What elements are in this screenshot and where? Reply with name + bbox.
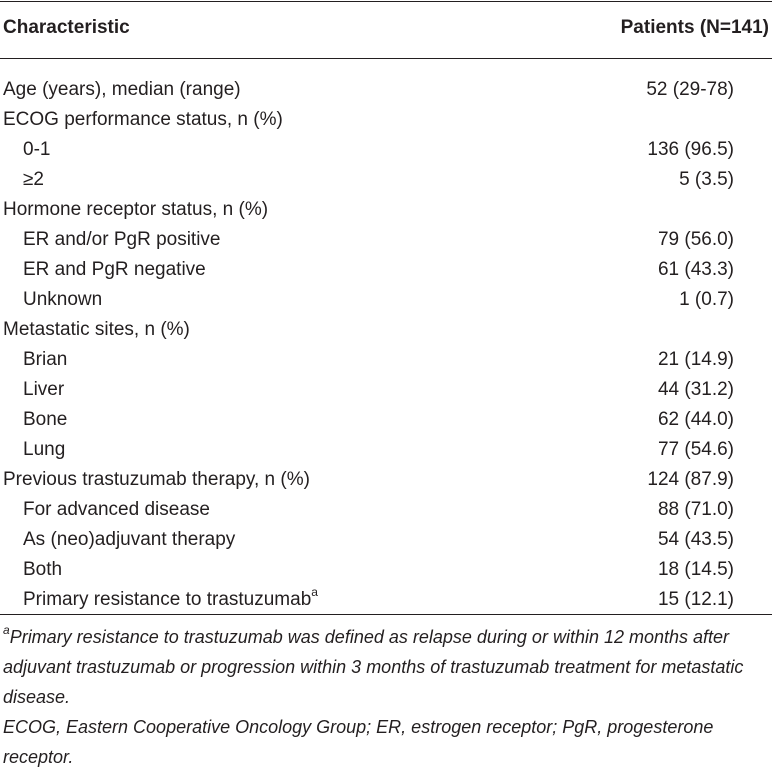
row-label-text: ECOG performance status, n (%): [3, 109, 283, 130]
row-label-text: Liver: [23, 379, 65, 400]
row-label-text: ER and PgR negative: [23, 259, 206, 280]
row-label-text: For advanced disease: [23, 499, 210, 520]
footnote-ref: a: [311, 584, 318, 599]
row-value: 21 (14.9): [657, 349, 734, 370]
row-label-text: Brian: [23, 349, 68, 370]
footnote-marker: a: [3, 623, 10, 637]
table-row: [0, 435, 772, 465]
row-value: 18 (14.5): [657, 559, 734, 580]
table-row: [0, 375, 772, 405]
row-value: 77 (54.6): [657, 439, 734, 460]
header-characteristic: Characteristic: [3, 17, 130, 38]
row-label: [23, 555, 62, 585]
table-row: [0, 135, 772, 165]
footnote-a: [3, 622, 771, 712]
header-rule: [0, 58, 772, 59]
row-label: [23, 285, 102, 315]
row-label: [3, 465, 310, 495]
table-row: [0, 495, 772, 525]
row-label: [23, 405, 67, 435]
top-rule: [0, 1, 772, 2]
row-label: [3, 105, 283, 135]
row-value: 88 (71.0): [657, 499, 734, 520]
row-label: [3, 75, 241, 105]
table-row: [0, 165, 772, 195]
table-row: [0, 315, 772, 345]
row-value: 15 (12.1): [657, 589, 734, 610]
row-label-text: Age (years), median (range): [3, 79, 241, 100]
row-label: [23, 375, 64, 405]
row-label: [23, 435, 65, 465]
row-label-text: Metastatic sites, n (%): [3, 319, 190, 340]
row-value: 52 (29-78): [646, 79, 734, 100]
row-label: [23, 345, 67, 375]
footnote-abbreviations: ECOG, Eastern Cooperative Oncology Group; ER, estrogen receptor; PgR, progesterone receptor.: [3, 717, 714, 767]
row-label: [23, 135, 50, 165]
table-row: [0, 585, 772, 615]
row-label: [23, 585, 318, 615]
table-row: [0, 105, 772, 135]
row-label: [23, 225, 221, 255]
table-row: [0, 195, 772, 225]
header-patients: Patients (N=141): [620, 17, 769, 38]
row-label-text: ER and/or PgR positive: [23, 229, 221, 250]
table-row: [0, 525, 772, 555]
row-label: [23, 525, 235, 555]
row-value: 61 (43.3): [657, 259, 734, 280]
table-row: [0, 255, 772, 285]
row-label: [23, 495, 210, 525]
row-label: [3, 315, 190, 345]
table-row: [0, 465, 772, 495]
row-value: 44 (31.2): [657, 379, 734, 400]
table-row: [0, 285, 772, 315]
row-value: 136 (96.5): [647, 139, 734, 160]
row-label-text: ≥2: [23, 169, 44, 190]
row-value: 79 (56.0): [657, 229, 734, 250]
row-label-text: Both: [23, 559, 63, 580]
row-label-text: Previous trastuzumab therapy, n (%): [3, 469, 310, 490]
row-value: 62 (44.0): [657, 409, 734, 430]
row-value: 124 (87.9): [647, 469, 734, 490]
row-label-text: 0-1: [23, 139, 51, 160]
row-value: 1 (0.7): [679, 289, 734, 310]
row-label: [3, 195, 268, 225]
row-label-text: Primary resistance to trastuzumab: [23, 589, 312, 610]
row-value: 5 (3.5): [679, 169, 734, 190]
row-label: [23, 165, 44, 195]
table-row: [0, 345, 772, 375]
row-label-text: Bone: [23, 409, 68, 430]
row-label: [23, 255, 206, 285]
table-row: [0, 225, 772, 255]
row-label-text: Unknown: [23, 289, 103, 310]
row-label-text: Hormone receptor status, n (%): [3, 199, 269, 220]
table-row: [0, 75, 772, 105]
row-value: 54 (43.5): [657, 529, 734, 550]
table-row: [0, 555, 772, 585]
table-row: [0, 405, 772, 435]
footnote-a-text: Primary resistance to trastuzumab was defined as relapse during or within 12 months after adjuvant trastuzumab or progression within 3 months of trastuzumab treatment for metastatic disease.: [3, 627, 744, 707]
bottom-rule: [0, 614, 772, 615]
row-label-text: As (neo)adjuvant therapy: [23, 529, 236, 550]
row-label-text: Lung: [23, 439, 66, 460]
